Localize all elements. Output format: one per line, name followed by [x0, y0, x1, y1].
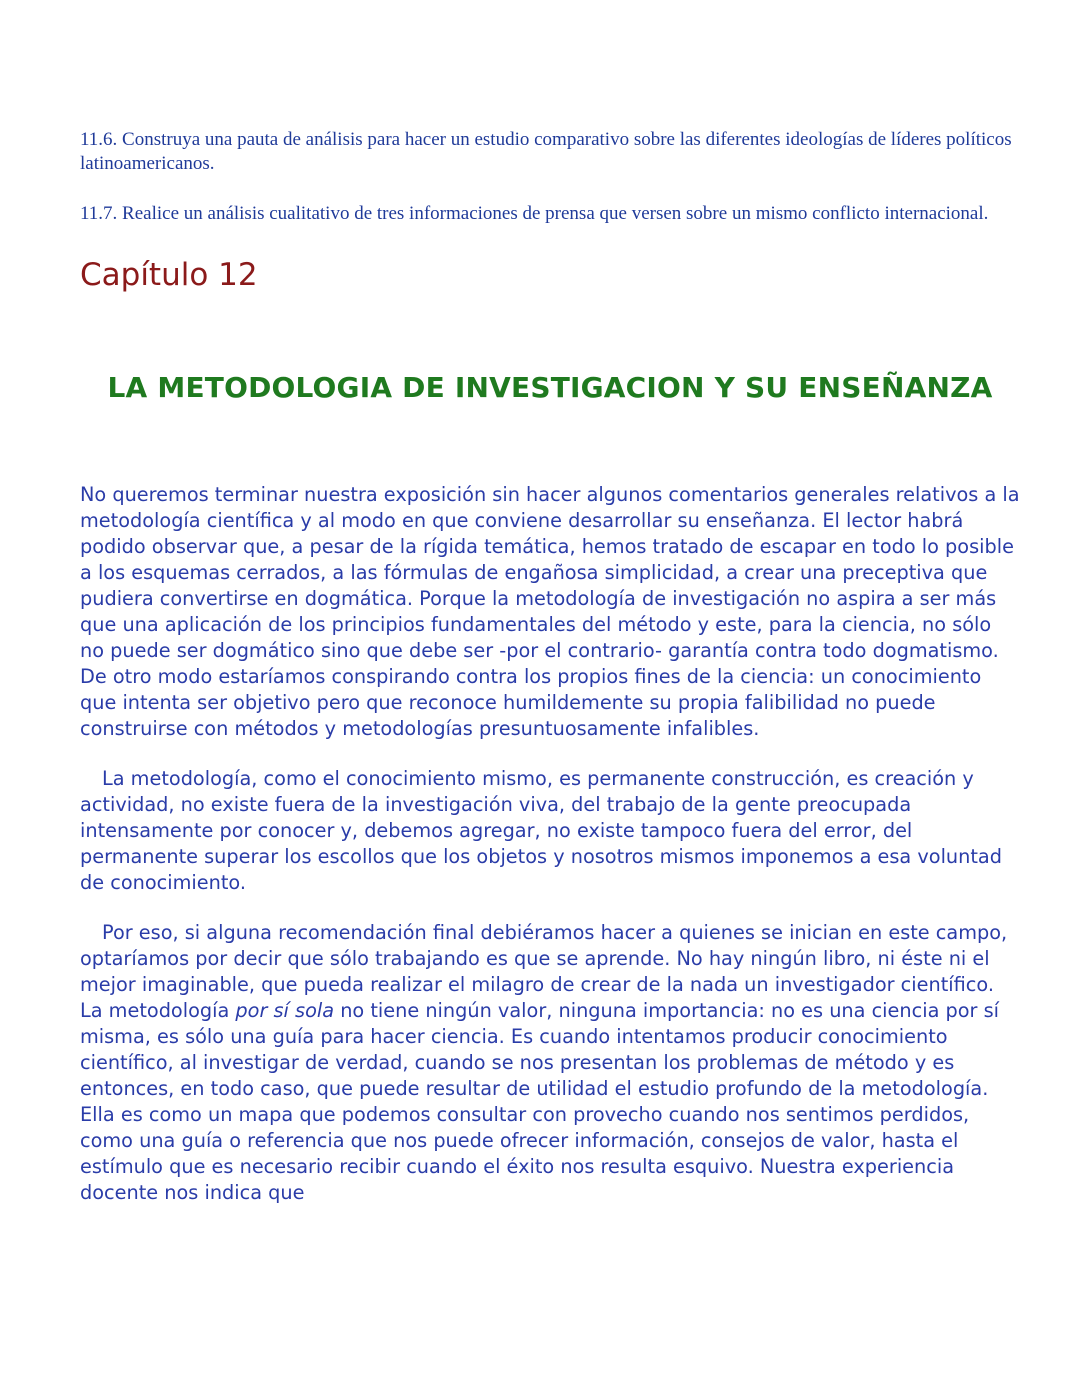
body-paragraph-3-italic: por sí sola [235, 999, 335, 1022]
document-page [80, 128, 1020, 1206]
chapter-title: LA METODOLOGIA DE INVESTIGACION Y SU ENSEÑANZA [107, 371, 993, 404]
chapter-label: Capítulo 12 [80, 257, 258, 293]
exercise-11-7: 11.7. Realice un análisis cualitativo de tres informaciones de prensa que versen sobre un mismo conflicto internacional. [80, 203, 989, 224]
body-paragraph-2 [80, 766, 1020, 896]
body-paragraph-2-text: La metodología, como el conocimiento mismo, es permanente construcción, es creación y actividad, no existe fuera de la investigación viva, del trabajo de la gente preocupada intensamente por conocer y, debemos agregar, no existe tampoco fuera del error, del permanente superar los escollos que los objetos y nosotros mismos imponemos a esa voluntad de conocimiento. [80, 767, 1002, 894]
body-paragraph-3-text-end: no tiene ningún valor, ninguna importancia: no es una ciencia por sí misma, es sólo una guía para hacer ciencia. Es cuando intentamos producir conocimiento científico, al investigar de verdad, cuando se nos presentan los problemas de método y es entonces, en todo caso, que puede resultar de utilidad el estudio profundo de la metodología. Ella es como un mapa que podemos consultar con provecho cuando nos sentimos perdidos, como una guía o referencia que nos puede ofrecer información, consejos de valor, hasta el estímulo que es necesario recibir cuando el éxito nos resulta esquivo. Nuestra experiencia docente nos indica que [80, 999, 1000, 1204]
body-paragraph-3-text-start: Por eso, si alguna recomendación final debiéramos hacer a quienes se inician en este campo, optaríamos por decir que sólo trabajando es que se aprende. No hay ningún libro, ni éste ni el mejor imaginable, que pueda realizar el milagro de crear de la nada un investigador científico. La metodología [80, 921, 1008, 1022]
exercise-11-6: 11.6. Construya una pauta de análisis para hacer un estudio comparativo sobre las diferentes ideologías de líderes políticos latinoamericanos. [80, 129, 1012, 174]
body-paragraph-3 [80, 920, 1020, 1206]
body-paragraph-1: No queremos terminar nuestra exposición sin hacer algunos comentarios generales relativos a la metodología científica y al modo en que conviene desarrollar su enseñanza. El lector habrá podido observar que, a pesar de la rígida temática, hemos tratado de escapar en todo lo posible a los esquemas cerrados, a las fórmulas de engañosa simplicidad, a crear una preceptiva que pudiera convertirse en dogmática. Porque la metodología de investigación no aspira a ser más que una aplicación de los principios fundamentales del método y este, para la ciencia, no sólo no puede ser dogmático sino que debe ser -por el contrario- garantía contra todo dogmatismo. De otro modo estaríamos conspirando contra los propios fines de la ciencia: un conocimiento que intenta ser objetivo pero que reconoce humildemente su propia falibilidad no puede construirse con métodos y metodologías presuntuosamente infalibles. [80, 483, 1020, 740]
